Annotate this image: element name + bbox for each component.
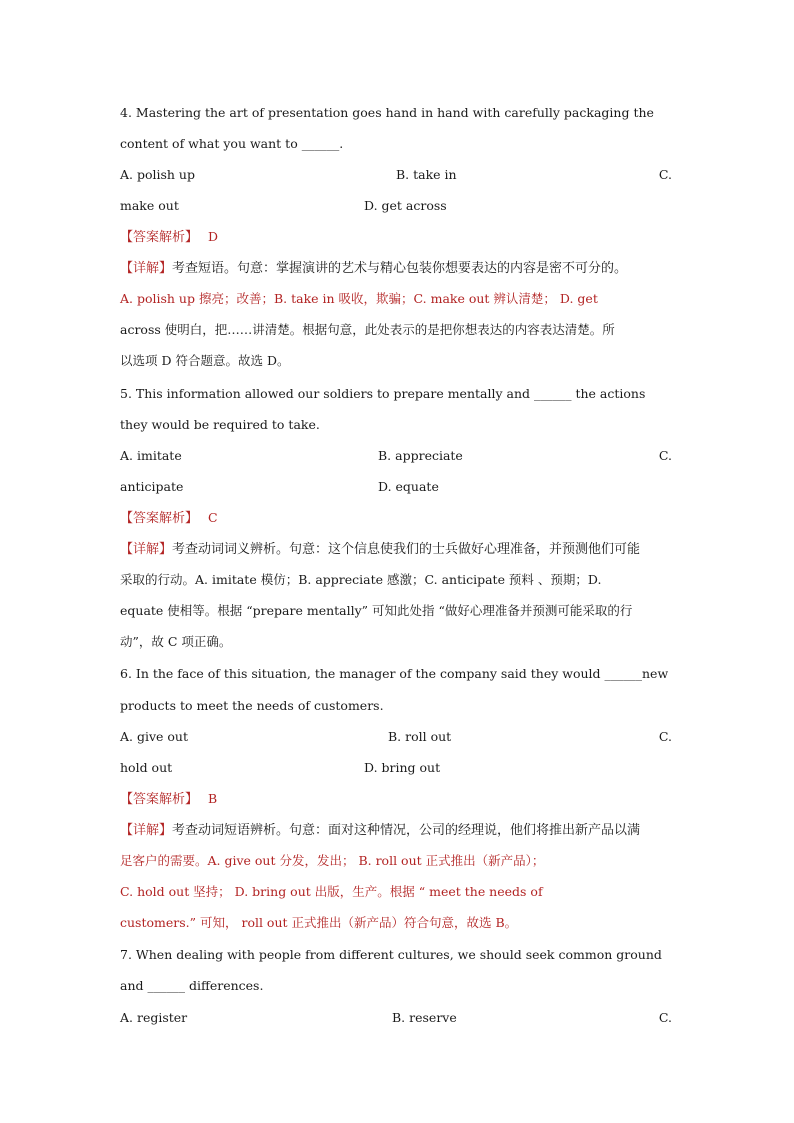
detail-tag: 【详解】	[120, 542, 173, 557]
detail-line-1	[120, 257, 676, 279]
detail-line-4: 动”，故 C 项正确。	[120, 634, 232, 649]
option-b: B. reserve	[392, 1010, 457, 1025]
detail-text: 考查短语。句意：掌握演讲的艺术与精心包装你想要表达的内容是密不可分的。	[172, 261, 628, 276]
detail-text: 考查动词短语辨析。句意：面对这种情况，公司的经理说，他们将推出新产品以满	[172, 823, 641, 838]
detail-line-2: A. polish up 擦亮；改善；B. take in 吸收，欺骗；C. make out 辨认清楚； D. get	[120, 291, 598, 306]
option-c-label: C.	[658, 1010, 672, 1025]
question-4-options-row-1	[120, 164, 676, 186]
question-4-stem-line-1: 4. Mastering the art of presentation goes hand in hand with carefully packaging the	[120, 105, 654, 120]
answer-value: B	[208, 791, 218, 806]
question-5-options-row-1	[120, 445, 676, 467]
answer-tag: 【答案解析】	[120, 511, 199, 526]
question-6-options-row-1	[120, 726, 676, 748]
option-c-label: C.	[658, 448, 672, 463]
answer-line	[120, 226, 676, 248]
detail-line-4: customers.” 可知， roll out 正式推出（新产品）符合句意，故选 B。	[120, 915, 518, 930]
option-b: B. roll out	[388, 729, 452, 744]
detail-text: 考查动词词义辨析。句意：这个信息使我们的士兵做好心理准备，并预测他们可能	[172, 542, 641, 557]
answer-tag: 【答案解析】	[120, 230, 199, 245]
question-5-options-row-2	[120, 476, 676, 498]
detail-line-1	[120, 819, 676, 841]
option-c-text: anticipate	[120, 479, 184, 494]
answer-value: D	[208, 229, 219, 244]
answer-tag: 【答案解析】	[120, 792, 199, 807]
detail-tag: 【详解】	[120, 261, 173, 276]
option-b: B. take in	[396, 167, 457, 182]
detail-line-2: 采取的行动。A. imitate 模仿；B. appreciate 感激；C. anticipate 预料 、预期；D.	[120, 572, 602, 587]
option-d: D. get across	[364, 198, 447, 213]
option-a: A. give out	[120, 729, 189, 744]
detail-line-2: 足客户的需要。A. give out 分发，发出； B. roll out 正式推出（新产品）；	[120, 853, 545, 868]
option-c-label: C.	[658, 729, 672, 744]
answer-line	[120, 788, 676, 810]
detail-line-3: equate 使相等。根据 “prepare mentally” 可知此处指 “做好心理准备并预测可能采取的行	[120, 603, 633, 618]
option-c-text: make out	[120, 198, 179, 213]
question-7-stem-line-1: 7. When dealing with people from different cultures, we should seek common ground	[120, 947, 662, 962]
option-a: A. polish up	[120, 167, 195, 182]
option-b: B. appreciate	[378, 448, 463, 463]
question-6-options-row-2	[120, 757, 676, 779]
detail-tag: 【详解】	[120, 823, 173, 838]
answer-value: C	[208, 510, 218, 525]
option-c-text: hold out	[120, 760, 173, 775]
question-4-stem-line-2: content of what you want to ______.	[120, 136, 344, 151]
detail-line-3: across 使明白，把……讲清楚。根据句意，此处表示的是把你想表达的内容表达清楚。所	[120, 322, 615, 337]
question-4-options-row-2	[120, 195, 676, 217]
option-a: A. register	[120, 1010, 188, 1025]
detail-line-1	[120, 538, 676, 560]
option-a: A. imitate	[120, 448, 182, 463]
question-6-stem-line-1: 6. In the face of this situation, the manager of the company said they would ______new	[120, 666, 669, 681]
option-c-label: C.	[658, 167, 672, 182]
option-d: D. bring out	[364, 760, 441, 775]
question-6-stem-line-2: products to meet the needs of customers.	[120, 698, 384, 713]
question-5-stem-line-1: 5. This information allowed our soldiers to prepare mentally and ______ the actions	[120, 386, 646, 401]
detail-line-3: C. hold out 坚持； D. bring out 出版，生产。根据 “ meet the needs of	[120, 884, 543, 899]
answer-line	[120, 507, 676, 529]
question-7-stem-line-2: and ______ differences.	[120, 978, 264, 993]
question-5-stem-line-2: they would be required to take.	[120, 417, 320, 432]
option-d: D. equate	[378, 479, 439, 494]
detail-line-4: 以选项 D 符合题意。故选 D。	[120, 353, 290, 368]
question-7-options-row-1	[120, 1007, 676, 1029]
